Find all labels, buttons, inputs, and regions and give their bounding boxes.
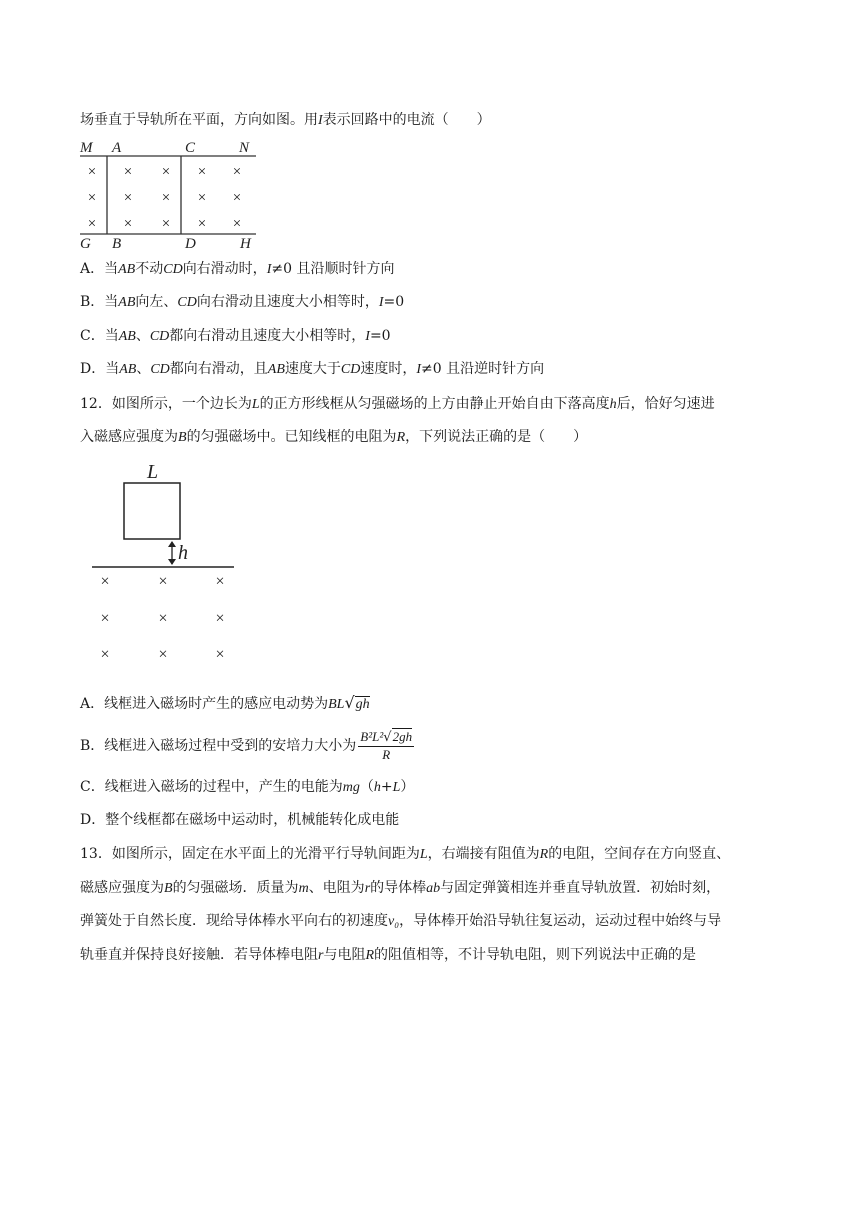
text: （ (359, 779, 374, 795)
text: ≠0 且沿顺时针方向 (271, 261, 395, 277)
text: 的阻值相等，不计导轨电阻，则下列说法中正确的是 (374, 947, 697, 963)
var: I (365, 329, 370, 344)
var: CD (163, 262, 183, 277)
field-cross: × (87, 164, 97, 180)
text: 轨垂直并保持良好接触．若导体棒电阻 (80, 947, 318, 963)
var: I (266, 262, 272, 277)
text: 弹簧处于自然长度．现给导体棒水平向右的初速度 (80, 913, 388, 929)
text: 的导体棒 (370, 880, 427, 896)
field-cross: × (123, 164, 133, 180)
q11-option-d (80, 360, 544, 379)
text: 向左、 (135, 294, 178, 310)
text: + (380, 779, 393, 795)
field-cross: × (87, 216, 97, 232)
text: D．整个线框都在磁场中运动时，机械能转化成电能 (80, 812, 400, 828)
field-cross: × (100, 573, 110, 590)
q11-stem-var: I (318, 113, 323, 128)
label-A: A (112, 140, 122, 156)
text: 速度大于 (284, 361, 341, 377)
label-M: M (80, 140, 93, 156)
q11-stem (80, 111, 491, 130)
q12-option-d (80, 811, 399, 829)
field-cross: × (161, 216, 171, 232)
var: v₀ (388, 914, 400, 929)
text: B．当 (80, 294, 119, 310)
sqrt-arg: 2gh (392, 729, 413, 744)
text: B．线框进入磁场过程中受到的安培力大小为 (80, 738, 357, 754)
field-cross: × (161, 190, 171, 206)
field-cross: × (197, 216, 207, 232)
q11-option-a (80, 260, 394, 279)
var: ab (426, 881, 441, 896)
var: R (396, 430, 406, 445)
var: CD (340, 362, 361, 377)
var: R (365, 948, 375, 963)
q12-option-b (80, 726, 414, 766)
q12-option-c (80, 778, 414, 797)
var: L (251, 397, 260, 412)
field-cross: × (100, 646, 110, 663)
field-cross: × (215, 646, 225, 663)
var: h (373, 780, 381, 795)
var: BL (328, 697, 345, 712)
var: h (609, 397, 617, 412)
text: =0 (383, 294, 405, 310)
text: 13．如图所示，固定在水平面上的光滑平行导轨间距为 (80, 846, 420, 862)
text: ，右端接有阻值为 (427, 846, 540, 862)
var: B (178, 430, 187, 445)
label-H: H (240, 236, 251, 252)
sqrt-arg: gh (355, 697, 370, 712)
field-cross: × (197, 190, 207, 206)
var: CD (149, 329, 170, 344)
field-cross: × (158, 573, 168, 590)
field-cross: × (161, 164, 171, 180)
text: 与电阻 (323, 947, 366, 963)
q12-stem-line2 (80, 428, 587, 447)
text: 入磁感应强度为 (80, 429, 178, 445)
field-cross: × (232, 164, 242, 180)
text: 磁感应强度为 (80, 880, 164, 896)
var: CD (150, 362, 170, 377)
field-cross: × (123, 216, 133, 232)
label-N: N (239, 140, 250, 156)
text: =0 (369, 328, 391, 344)
var: L (419, 847, 428, 862)
q12-frame-diagram (88, 460, 238, 665)
var: I (378, 295, 384, 310)
text: A．线框进入磁场时产生的感应电动势为 (80, 696, 329, 712)
field-cross: × (197, 164, 207, 180)
text: D．当 (80, 361, 120, 377)
numerator: B²L² (360, 729, 384, 744)
q11-option-c (80, 327, 391, 346)
text: A．当 (80, 261, 119, 277)
var: mg (342, 780, 360, 795)
q13-stem-line1 (80, 845, 730, 864)
var: B (164, 881, 173, 896)
text: 的匀强磁场．质量为 (172, 880, 299, 896)
text: 都向右滑动且速度大小相等时， (169, 328, 366, 344)
denominator: R (382, 747, 391, 762)
var: m (298, 881, 309, 896)
q11-stem-rest: 表示回路中的电流（ ） (322, 112, 491, 128)
var: CD (177, 295, 197, 310)
text: 的正方形线框从匀强磁场的上方由静止开始自由下落高度 (259, 396, 610, 412)
text: 的电阻，空间存在方向竖直、 (548, 846, 731, 862)
text: 向右滑动且速度大小相等时， (196, 294, 379, 310)
q11-rail-diagram (78, 138, 258, 252)
q13-stem-line3 (80, 912, 721, 931)
var: r (364, 881, 371, 896)
q12-stem-line1 (80, 395, 715, 414)
text: 与固定弹簧相连并垂直导轨放置．初始时刻， (440, 880, 721, 896)
var: AB (118, 262, 136, 277)
force-fraction: $\frac{\text{B²L²√2gh}}{R}$ (360, 729, 413, 762)
text: C．线框进入磁场的过程中，产生的电能为 (80, 779, 343, 795)
text: 不动 (135, 261, 164, 277)
field-cross: × (232, 216, 242, 232)
q13-stem-line2 (80, 879, 720, 898)
text: 的匀强磁场中。已知线框的电阻为 (186, 429, 397, 445)
var: AB (267, 362, 285, 377)
var: L (392, 780, 401, 795)
square-frame (124, 483, 180, 539)
label-G: G (80, 236, 91, 252)
field-cross: × (215, 610, 225, 627)
var: AB (118, 295, 136, 310)
var: R (539, 847, 549, 862)
text: 12．如图所示，一个边长为 (80, 396, 252, 412)
field-cross: × (87, 190, 97, 206)
var: r (318, 948, 324, 963)
text: 速度时， (360, 361, 417, 377)
text: 、 (135, 328, 150, 344)
text: ≠0 且沿逆时针方向 (421, 361, 545, 377)
q12-option-a: A．线框进入磁场时产生的感应电动势为BL√gh (80, 693, 370, 712)
height-label: h (178, 542, 188, 564)
label-B: B (112, 236, 122, 252)
q11-stem-text: 场垂直于导轨所在平面，方向如图。用 (80, 112, 318, 128)
field-cross: × (158, 610, 168, 627)
field-cross: × (215, 573, 225, 590)
label-C: C (185, 140, 196, 156)
text: 向右滑动时， (182, 261, 267, 277)
label-D: D (185, 236, 196, 252)
side-length-label: L (147, 461, 159, 483)
text: 、 (136, 361, 151, 377)
field-cross: × (232, 190, 242, 206)
var: AB (118, 329, 136, 344)
q11-option-b (80, 293, 404, 312)
text: ） (400, 779, 415, 795)
text: ，下列说法正确的是（ ） (405, 429, 588, 445)
text: 都向右滑动，且 (169, 361, 268, 377)
q13-stem-line4 (80, 946, 696, 965)
field-cross: × (100, 610, 110, 627)
text: 、电阻为 (308, 880, 365, 896)
text: C．当 (80, 328, 119, 344)
var: I (416, 362, 422, 377)
field-cross: × (123, 190, 133, 206)
text: ，导体棒开始沿导轨往复运动，运动过程中始终与导 (399, 913, 722, 929)
field-cross: × (158, 646, 168, 663)
text: 后，恰好匀速进 (616, 396, 715, 412)
var: AB (119, 362, 137, 377)
